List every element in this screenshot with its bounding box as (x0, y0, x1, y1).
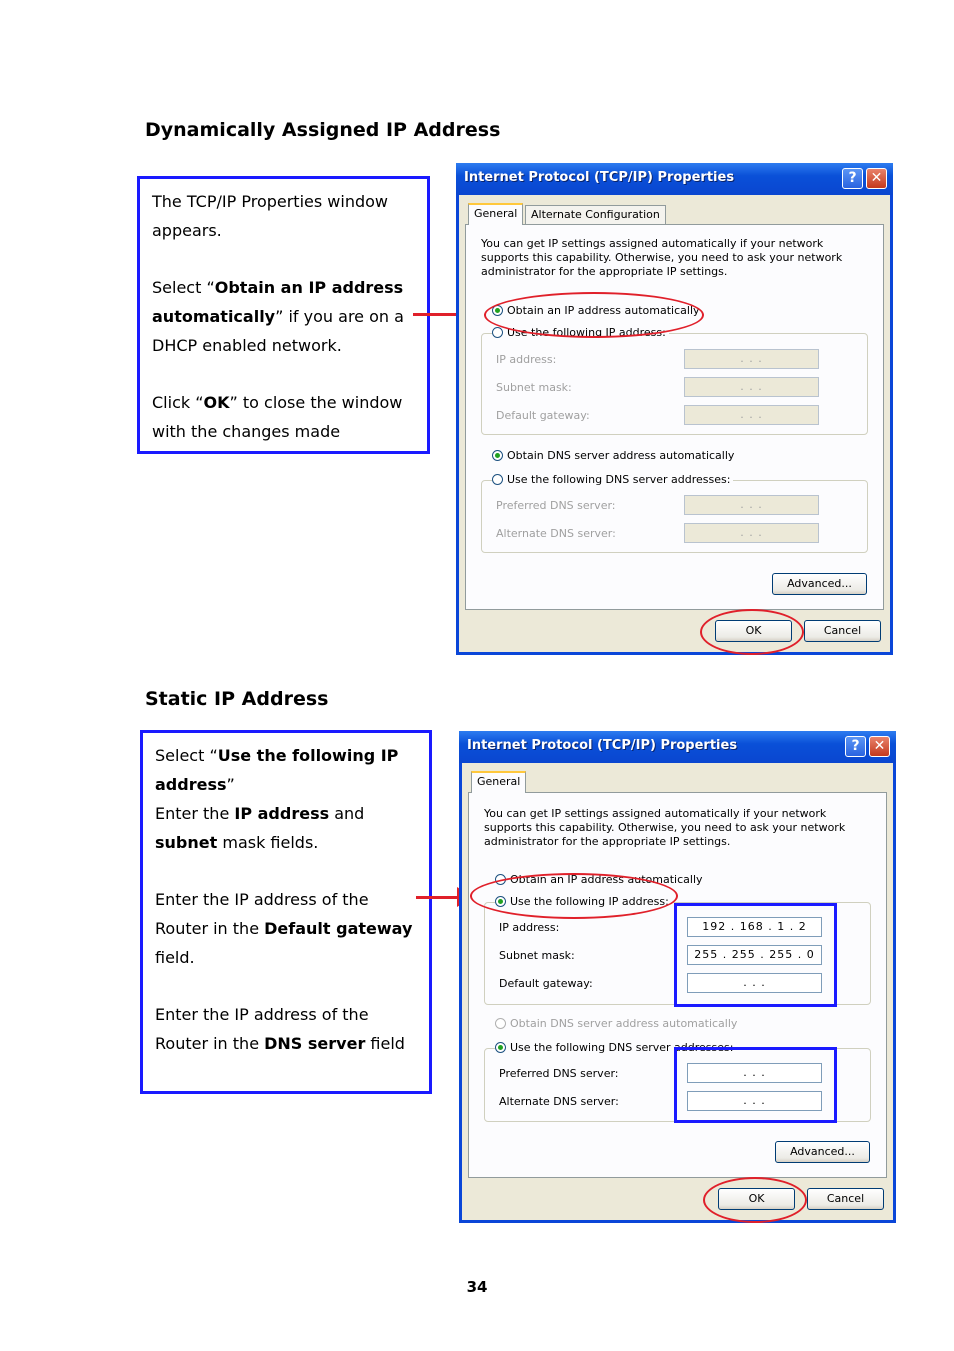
note-select: Select “Obtain an IP address automatically” if you are on a DHCP enabled network. (152, 278, 404, 355)
ip-label: IP address: (496, 353, 557, 366)
ok-button[interactable]: OK (715, 620, 792, 642)
preferred-dns-label: Preferred DNS server: (499, 1067, 619, 1080)
radio-obtain-ip[interactable]: Obtain an IP address automatically (492, 304, 700, 317)
radio-obtain-ip[interactable]: Obtain an IP address automatically (495, 873, 703, 886)
instruction-box-dynamic (137, 176, 430, 454)
gateway-field[interactable]: . . . (684, 405, 819, 425)
subnet-label: Subnet mask: (499, 949, 575, 962)
note-select: Select “Use the following IP address” (155, 746, 399, 794)
radio-unselected-icon (492, 474, 503, 485)
ip-field[interactable]: . . . (684, 349, 819, 369)
gateway-label: Default gateway: (496, 409, 590, 422)
alternate-dns-label: Alternate DNS server: (499, 1095, 619, 1108)
description-text: You can get IP settings assigned automatically if your network supports this capability. Otherwise, you need to ask your network administrator for the appropriate IP settings. (481, 237, 843, 278)
page-number: 34 (466, 1278, 488, 1296)
highlight-box-dns-fields (674, 1047, 837, 1123)
radio-use-dns[interactable]: Use the following DNS server addresses: (495, 1041, 736, 1054)
instruction-box-static (140, 730, 432, 1094)
radio-use-ip[interactable]: Use the following IP address: (495, 895, 672, 908)
help-icon[interactable]: ? (842, 168, 863, 189)
radio-disabled-icon (495, 1018, 506, 1029)
cancel-button[interactable]: Cancel (804, 620, 881, 642)
radio-use-dns[interactable]: Use the following DNS server addresses: (492, 473, 733, 486)
preferred-dns-field[interactable]: . . . (687, 1063, 822, 1083)
radio-selected-icon (495, 1042, 506, 1053)
note-enter: Enter the IP address and subnet mask fields. (155, 804, 365, 852)
subnet-field[interactable]: 255 . 255 . 255 . 0 (687, 945, 822, 965)
cancel-button[interactable]: Cancel (807, 1188, 884, 1210)
radio-selected-icon (492, 450, 503, 461)
alternate-dns-label: Alternate DNS server: (496, 527, 616, 540)
highlight-ring-ok (703, 1177, 807, 1223)
description-text: You can get IP settings assigned automatically if your network supports this capability. Otherwise, you need to ask your network administrator for the appropriate IP settings. (484, 807, 846, 848)
title-bar (456, 163, 893, 195)
tab-panel (465, 224, 884, 610)
ip-field[interactable]: 192 . 168 . 1 . 2 (687, 917, 822, 937)
radio-unselected-icon (492, 327, 503, 338)
radio-obtain-dns[interactable]: Obtain DNS server address automatically (492, 449, 734, 462)
help-icon[interactable]: ? (845, 736, 866, 757)
ip-label: IP address: (499, 921, 560, 934)
advanced-button[interactable]: Advanced... (772, 573, 867, 595)
subnet-field[interactable]: . . . (684, 377, 819, 397)
note-dns: Enter the IP address of the Router in the DNS server field (155, 1005, 405, 1053)
tab-general[interactable]: General (471, 771, 526, 793)
close-icon[interactable]: ✕ (866, 168, 887, 189)
dialog-title: Internet Protocol (TCP/IP) Properties (467, 738, 738, 753)
radio-obtain-dns[interactable]: Obtain DNS server address automatically (495, 1017, 737, 1030)
preferred-dns-field[interactable]: . . . (684, 495, 819, 515)
dialog-client (459, 195, 890, 652)
preferred-dns-label: Preferred DNS server: (496, 499, 616, 512)
alternate-dns-field[interactable]: . . . (687, 1091, 822, 1111)
radio-use-ip[interactable]: Use the following IP address: (492, 326, 669, 339)
gateway-field[interactable]: . . . (687, 973, 822, 993)
gateway-label: Default gateway: (499, 977, 593, 990)
highlight-ring-obtain (484, 292, 704, 338)
note-line: The TCP/IP Properties window appears. (152, 192, 388, 240)
highlight-ring-ok (700, 609, 804, 655)
pointer-arrow (416, 896, 459, 899)
title-bar (459, 731, 896, 763)
highlight-box-ip-fields (674, 903, 837, 1007)
tab-general[interactable]: General (468, 203, 523, 225)
section-heading-dynamic: Dynamically Assigned IP Address (145, 119, 501, 141)
note-gateway: Enter the IP address of the Router in the Default gateway field. (155, 890, 413, 967)
tcpip-dialog-dynamic (456, 163, 893, 655)
section-heading-static: Static IP Address (145, 688, 329, 710)
note-click: Click “OK” to close the window with the changes made (152, 393, 403, 441)
tab-alternate-configuration[interactable]: Alternate Configuration (525, 205, 666, 225)
close-icon[interactable]: ✕ (869, 736, 890, 757)
subnet-label: Subnet mask: (496, 381, 572, 394)
alternate-dns-field[interactable]: . . . (684, 523, 819, 543)
ok-button[interactable]: OK (718, 1188, 795, 1210)
highlight-ring-use-ip (470, 873, 678, 919)
dialog-title: Internet Protocol (TCP/IP) Properties (464, 170, 735, 185)
advanced-button[interactable]: Advanced... (775, 1141, 870, 1163)
